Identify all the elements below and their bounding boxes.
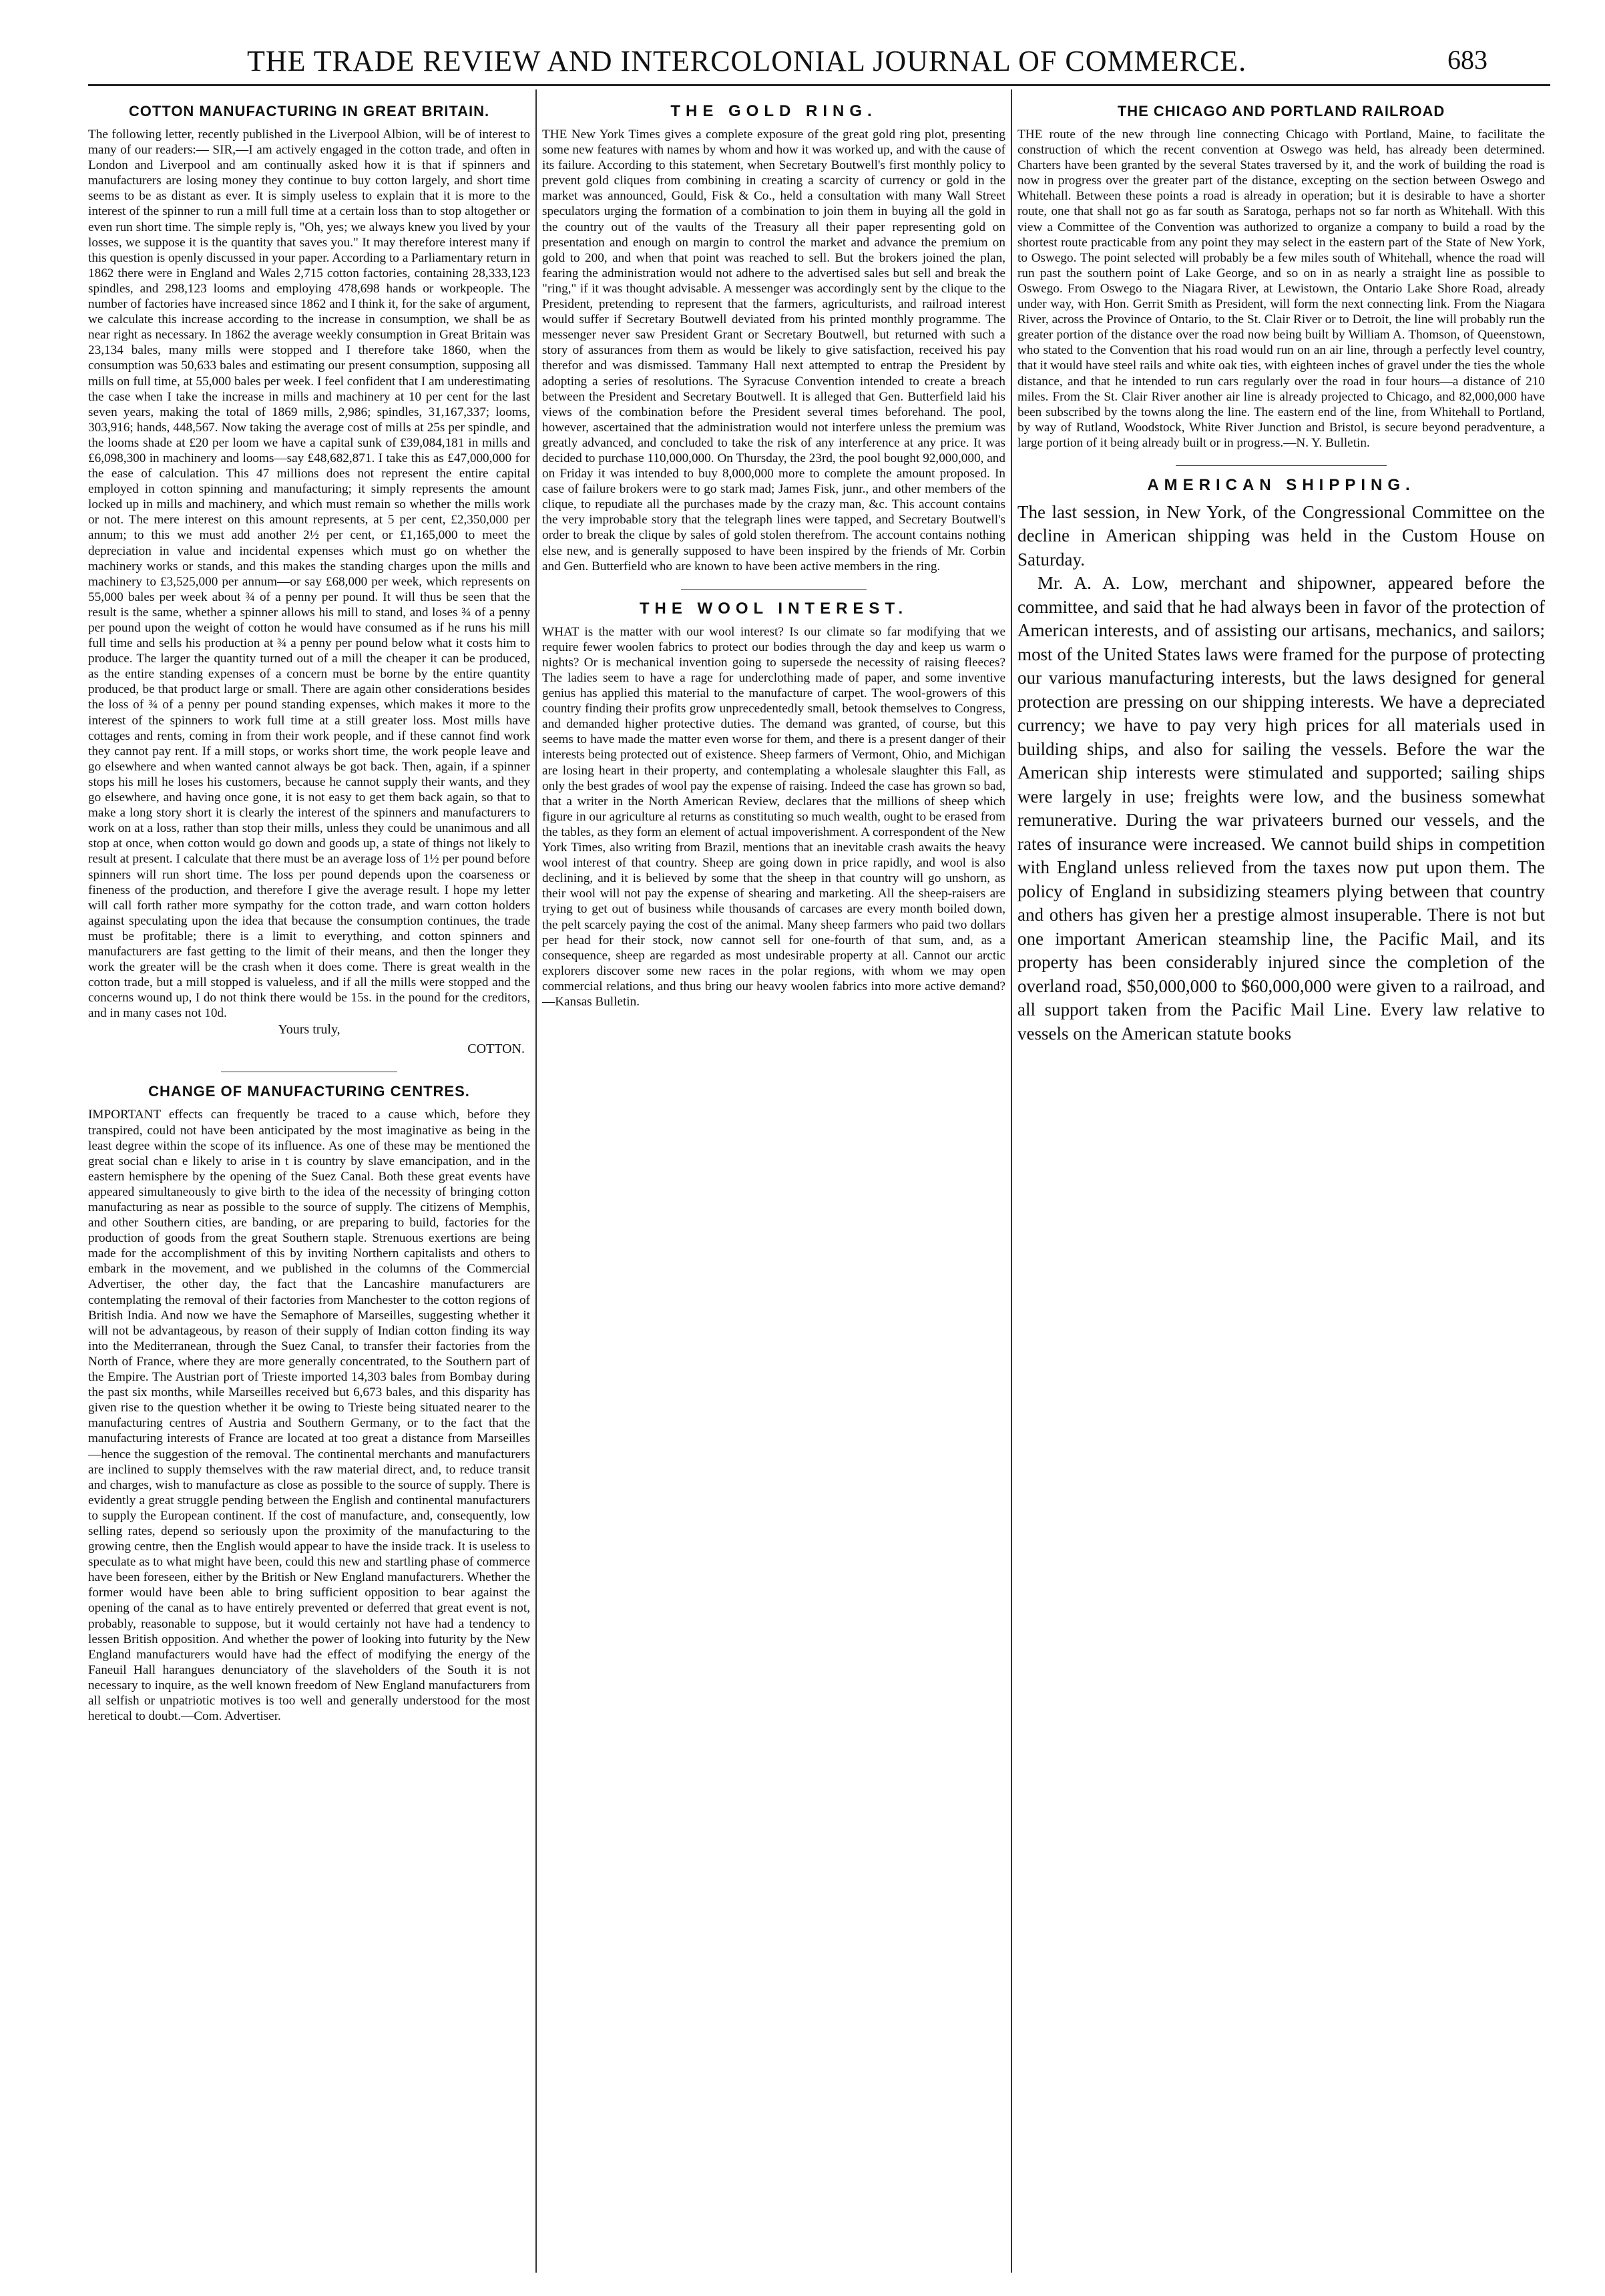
letter-signature: COTTON. [467, 1042, 525, 1057]
column-divider [535, 89, 537, 2273]
article-wool-interest [542, 600, 1005, 1009]
article-chicago-portland-railroad [1017, 103, 1545, 451]
column-1 [88, 99, 530, 2275]
article-body: WHAT is the matter with our wool interest? Is our climate so far modifying that we require fewer woolen fabrics to protect our bodies through the day and keep us warm o nights? Or is mechanical invention going to supersede the necessity of raising fleeces? The ladies seem to have a rage for underclothing made of paper, and some inventive genius has applied this material to the manufacture of carpet. The wool-growers of this country finding their profits grow unprecedentedly small, betook themselves to Congress, and demanded higher protective duties. The demand was granted, of course, but this seems to have made the matter even worse for them, and there is a present danger of their interests being protected out of existence. Sheep farmers of Vermont, Ohio, and Michigan are losing heart in their property, and contemplating a wholesale slaughter this Fall, as only the best grades of wool pay the expense of raising. Indeed the case has grown so bad, that a writer in the North American Review, declares that the millions of sheep which figure in our agriculture al returns as constituting so much wealth, ought to be erased from the tables, as they form an element of actual impoverishment. A correspondent of the New York Times, also writing from Brazil, mentions that an inevitable crash awaits the heavy wool interest of that country. Sheep are going down in price rapidly, and wool is also declining, and it is believed by some that the sheep in that country will go unshorn, as their wool will not pay the expense of shearing and marketing. All the sheep-raisers are trying to get out of business while thousands of carcases are every month boiled down, the pelt scarcely paying the cost of the animal. Many sheep farmers who paid two dollars per head for their stock, now cannot sell for one-fourth of that sum, and, as a consequence, sheep are regarded as most undesirable property at all. Cannot our arctic explorers discover some new races in the polar regions, with whom we may open commercial relations, and thus bring our heavy woolen fabrics into more active demand?—Kansas Bulletin. [542, 624, 1005, 1009]
article-change-of-manufacturing-centres [88, 1083, 530, 1724]
article-gold-ring [542, 103, 1005, 574]
article-body: THE New York Times gives a complete exposure of the great gold ring plot, presenting some new features with names by whom and how it was worked up, and with the cause of its failure. According to this statement, when Secretary Boutwell's first monthly policy to prevent gold cliques from combining in creating a scarcity of currency or gold in the market was announced, Gould, Fisk & Co., held a consultation with many Wall Street speculators urging the formation of a combination to join them in buying all the gold in the country out of the vaults of the Treasury all their paper representing gold on presentation and enough on margin to control the market and advance the premium on gold to 200, and when that point was reached to sell. But the brokers joined the plan, fearing the administration would not adhere to the advertised sales but sell and break the "ring," if it was thought advisable. A messenger was accordingly sent by the clique to the President, pretending to represent that the farmers, agriculturists, and railroad interest would suffer if Secretary Boutwell deviated from his printed monthly programme. The messenger never saw President Grant or Secretary Boutwell, but returned with such a story of assurances from them as would be likely to give satisfaction, received his pay therefor and was dismissed. Tammany Hall next attempted to entrap the President by adopting a series of resolutions. The Syracuse Convention intended to create a breach between the President and Secretary Boutwell. It is alleged that Gen. Butterfield laid his views of the combination before the President several times beforehand. The pool, however, ascertained that the administration would not interfere unless the premium was greatly advanced, and concluded to take the risk of any interference at any price. It was decided to purchase 110,000,000. On Thursday, the 23rd, the pool bought 92,000,000, and on Friday it was intended to buy 8,000,000 more to complete the amount proposed. In case of failure brokers were to go stark mad; James Fisk, junr., and other members of the clique, to repudiate all the purchases made by the crazy man, &c. This account contains the very improbable story that the telegraph lines were tapped, and Secretary Boutwell's order to break the clique by sales of gold stolen therefrom. The account contains nothing else new, and is generally supposed to have been inspired by the friends of Mr. Corbin and Gen. Butterfield who are known to have been active members in the ring. [542, 128, 1005, 573]
article-body: Mr. A. A. Low, merchant and shipowner, appeared before the committee, and said that he had always been in favor of the protection of American interests, and of assisting our artisans, mechanics, and sailors; most of the United States laws were framed for the purpose of protecting our various manufacturing interests, but the laws designed for general protection are pressing on our shipping interests. We have a depreciated currency; we have to pay very high prices for all materials used in building ships, and also for sailing the vessels. Before the war the American ship interests were stimulated and supported; sailing ships were largely in use; freights were low, and the business somewhat remunerative. During the war privateers burned our vessels, and the rates of insurance were increased. We cannot build ships in competition with England unless relieved from the taxes now put upon them. The policy of England in subsidizing steamers plying between that country and others has given her a prestige almost insuperable. There is not but one important American steamship line, the Pacific Mail, and its property has been considerably injured since the completion of the overland road, $50,000,000 to $60,000,000 were given to a railroad, and all support taken from the Pacific Mail Line. Every law relative to vessels on the American statute books [1017, 573, 1545, 1044]
header-rule [88, 84, 1550, 86]
article-title: CHANGE OF MANUFACTURING CENTRES. [148, 1083, 470, 1100]
article-title: COTTON MANUFACTURING IN GREAT BRITAIN. [128, 103, 490, 120]
page-header-title: THE TRADE REVIEW AND INTERCOLONIAL JOURNAL OF COMMERCE. [247, 45, 1247, 77]
column-3 [1017, 99, 1545, 2275]
article-separator [681, 589, 867, 590]
article-cotton-manufacturing [88, 103, 530, 1057]
article-title: AMERICAN SHIPPING. [1147, 475, 1415, 494]
article-title: THE WOOL INTEREST. [639, 599, 909, 618]
article-body: IMPORTANT effects can frequently be traced to a cause which, before they transpired, could not have been anticipated by the most imaginative as being in the least degree within the scope of its influence. As one of these may be mentioned the great social chan e likely to arise in t is country by slave emancipation, and in the eastern hemisphere by the opening of the Suez Canal. Both these great events have appeared simultaneously to give birth to the idea of the necessity of bringing cotton manufacturing as near as possible to the source of supply. The citizens of Memphis, and other Southern cities, are banding, or are preparing to build, factories for the production of goods from the great Southern staple. Strenuous exertions are being made for the accomplishment of this by inviting Northern capitalists and others to embark in the movement, and we published in the columns of the Commercial Advertiser, the other day, the fact that the Lancashire manufacturers are contemplating the removal of their factories from Manchester to the cotton regions of British India. And now we have the Semaphore of Marseilles, suggesting whether it will not be advantageous, by reason of their supply of Indian cotton finding its way into the Mediterranean, through the Suez Canal, to transfer their factories from the North of France, where they are more generally concentrated, to the Southern part of the Empire. The Austrian port of Trieste imported 14,303 bales from Bombay during the past six months, while Marseilles received but 6,673 bales, and this disparity has given rise to the question whether it be owing to Trieste being situated nearer to the manufacturing centres of Austria and Southern Germany, or to the fact that the manufacturing interests of France are located at too great a distance from Marseilles—hence the suggestion of the removal. The continental merchants and manufacturers are inclined to supply themselves with the raw material direct, and, to reduce transit and charges, wish to manufacture as close as possible to the source of supply. There is evidently a great struggle pending between the English and continental manufacturers to supply the European continent. If the cost of manufacture, and, consequently, low selling rates, depend so seriously upon the proximity of the manufacturing to the growing centre, then the English would appear to have the inside track. It is useless to speculate as to what might have been, could this new and startling phase of commerce have been foreseen, either by the British or New England manufacturers. Whether the former would have been able to bring sufficient opposition to bear against the opening of the canal as to have entirely prevented or deferred that great event is not, probably, reasonable to suppose, but it would certainly not have had a tendency to lessen British opposition. And whether the power of looking into futurity by the New England manufacturers would have had the effect of modifying the energy of the Faneuil Hall harangues denunciatory of the slaveholders of the South it is not necessary to inquire, as the well known freedom of New England manufacturers from all selfish or unpatriotic motives is too well and generally understood for the most heretical to doubt.—Com. Advertiser. [88, 1108, 530, 1724]
column-divider [1011, 89, 1012, 2273]
page-number: 683 [1447, 45, 1487, 75]
article-body: The last session, in New York, of the Congressional Committee on the decline in American shipping was held in the Custom House on Saturday. [1017, 501, 1545, 569]
article-body: The following letter, recently published in the Liverpool Albion, will be of interest to many of our readers:— SIR,—I am actively engaged in the cotton trade, and often in London and Liverpool and am continually asked how it is that if spinners and manufacturers are losing money they continue to buy cotton largely, and short time seems to be as distant as ever. It is simply useless to explain that it is more to the interest of the spinner to run a mill full time at a certain loss than to stop altogether or even run short time. The simple reply is, "Oh, yes; we always knew you lived by your losses, we suppose it is the quantity that saves you." It may therefore interest many if this question is openly discussed in your paper. According to a Parliamentary return in 1862 there were in England and Wales 2,715 cotton factories, containing 28,333,123 spindles, and 298,123 looms and employing 478,698 hands or workpeople. The number of factories have increased since 1862 and I think it, for the sake of argument, we calculate this increase according to the increase in consumption, we shall be as near right as necessary. In 1862 the average weekly consumption in Great Britain was 23,134 bales, many mills were stopped and I therefore take 1860, when the consumption was 50,633 bales and estimating our present consumption, supposing all mills on full time, at 55,000 bales per week. I feel confident that I am underestimating the case when I take the increase in mills and machinery at 10 per cent for the last seven years, making the total of 1869 mills, 2,986; spindles, 31,167,337; looms, 303,916; hands, 448,567. Now taking the average cost of mills at 25s per spindle, and the looms shade at £20 per loom we have a capital sunk of £39,084,181 in mills and £6,098,300 in machinery and looms—say £48,682,871. I take this as £47,000,000 for the ease of calculation. This 47 millions does not represent the entire capital employed in cotton spinning and manufacturing; it simply represents the amount locked up in mills and machinery, and which must remain so whether the mills work or not. The mere interest on this amount represents, at 5 per cent, £2,350,000 per annum; to this we must add another 2½ per cent, or £1,165,000 to meet the depreciation in value and incidental expenses which must go on whether the machinery works or stands, and this makes the standing charges upon the mills and machinery to £3,525,000 per annum—or say £68,000 per week, which represents on 55,000 bales per week about ¾ of a penny per pound. It will thus be seen that the result is the same, whether a spinner allows his mill to stand, and loses ¾ of a penny per pound upon the weight of cotton he would have consumed as if he runs his mill full time and sells his production at ¾ a penny per pound below what it costs him to produce. The larger the quantity turned out of a mill the cheaper it can be produced, as the entire standing expenses of a concern must be borne by the entire quantity produced, be that product large or small. There are again other considerations besides the loss of ¾ of a penny per pound standing expenses, which makes it more to the interest of the spinners to work full time at a still greater loss. Most mills have cottages and rents, coming in from their work people, and if these cannot find work they cannot pay rent. If a mill stops, or works short time, the work people leave and go elsewhere and when wanted cannot always be got back. Then, again, if a spinner stops his mill he loses his customers, because he cannot supply their wants, and they go elsewhere, and having once gone, it is not easy to get them back again, so that to make a long story short it is clearly the interest of the spinners and manufacturers to work on at a loss, rather than stop their mills, unless they could be unanimous and all stop at once, when cotton would go down and goods up, a state of things not likely to result at present. I calculate that there must be an average loss of 1½ per pound before spinners will run short time. The loss per pound depends upon the coarseness or fineness of the production, and therefore I give the average result. I hope my letter will call forth rather more sympathy for the cotton trade, and warn cotton holders against speculating upon the idea that because the consumption continues, the trade must be profitable; there is a limit to everything, and cotton spinners and manufacturers are fast getting to the limit of their means, and then the longer they work the greater will be the crash when it does come. There is great wealth in the cotton trade, but a mill stopped is valueless, and if all the mills were stopped and the concerns wound up, I do not think there would be 15s. in the pound for the creditors, and in many cases not 10d. [88, 128, 530, 1021]
article-separator [1176, 465, 1387, 466]
article-american-shipping [1017, 477, 1545, 1046]
letter-closing: Yours truly, [278, 1022, 340, 1038]
article-title: THE CHICAGO AND PORTLAND RAILROAD [1117, 103, 1445, 120]
article-title: THE GOLD RING. [670, 102, 877, 120]
column-2 [542, 99, 1005, 2275]
article-body: THE route of the new through line connecting Chicago with Portland, Maine, to facilitate the construction of which the recent convention at Oswego was held, has already been determined. Charters have been granted by the several States traversed by it, and the work of building the road is now in progress over the greater part of the distance, excepting on the section between Oswego and Whitehall. Between these points a road is already in operation; but it is desirable to have a shorter route, one that shall not go as far south as Saratoga, perhaps not so far north as Whitehall. With this view a Committee of the Convention was authorized to organize a company to build a road by the shortest route practicable from any point they may select in the eastern part of the State of New York, to Oswego. The point selected will probably be a few miles south of Whitehall, whence the road will run past the southern point of Lake George, and so on in as nearly a straight line as possible to Oswego. From Oswego to the Niagara River, at Lewistown, the Ontario Lake Shore Road, already under way, with Hon. Gerrit Smith as President, will form the next connecting link. From the Niagara River, across the Province of Ontario, to the St. Clair River or to Detroit, the line will probably run the greater portion of the distance over the road now being built by William A. Thomson, of Queenstown, who stated to the Convention that his road would run on an air line, through a perfectly level country, that it would have steel rails and white oak ties, with eighteen inches of gravel under the ties the whole distance, and that he intended to run cars regularly over the road in four hours—a distance of 210 miles. From the St. Clair River another air line is already projected to Chicago, and 82,000,000 have been subscribed by the towns along the line. The eastern end of the line, from Whitehall to Portland, by way of Rutland, Woodstock, White River Junction and Bristol, is secure beyond peradventure, a large portion of it being already built or in progress.—N. Y. Bulletin. [1017, 128, 1545, 450]
